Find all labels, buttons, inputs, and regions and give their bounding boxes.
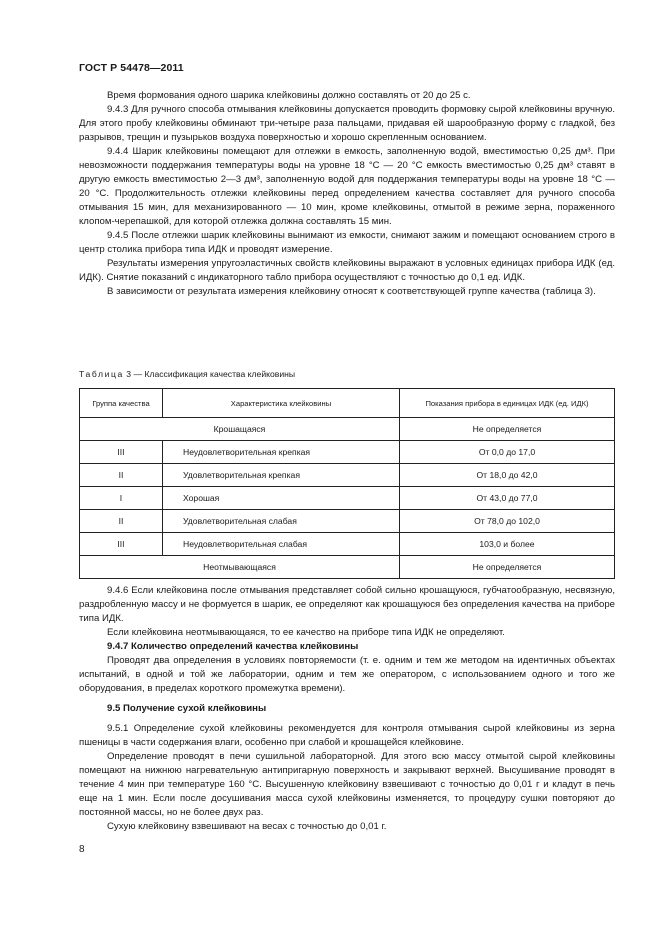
description-cell: Удовлетворительная крепкая (163, 464, 400, 487)
table-row (80, 464, 615, 487)
paragraph-9-4-4: 9.4.4 Шарик клейковины помещают для отлежки в емкость, заполненную водой, вместимостью 0,25 дм³. При невозможности поддержания температуры воды на уровне 18 °С — 20 °С емкость вместимостью 0,25 дм³ ставят в другую емкость вместимостью 2—3 дм³, заполненную водой для поддержания температуры воды на уровне 18 °С — 20 °С. Продолжительность отлежки клейковины перед определением качества составляет для ручного способа отмывания 15 мин, для механизированного — 10 мин, кроме клейковины, отмытой в режиме зерна, пораженного клопом-черепашкой, для которой отлежка должна составлять 15 мин. (79, 146, 615, 227)
paragraph: Определение проводят в печи сушильной лабораторной. Для этого всю массу отмытой сырой клейковины помещают на нижнюю нагревательную антипригарную поверхность и закрывают верхней. Высушивание проводят в течение 4 мин при температуре 160 °С. Высушенную клейковину взвешивают с точностью до 0,01 г и кладут в печь еще на 1 мин. Если после досушивания масса сухой клейковины изменяется, то процедуру сушки повторяют до постоянной массы, но не более двух раз. (79, 751, 615, 818)
value-cell: От 78,0 до 102,0 (400, 510, 615, 533)
table-caption-text: 3 — Классификация качества клейковины (126, 369, 296, 379)
paragraph-9-4-7: Проводят два определения в условиях повторяемости (т. е. одним и тем же методом на идентичных объектах испытаний, в одной и той же лаборатории, одним и тем же оператором, с использованием одного и того же оборудования, в пределах короткого промежутка времени). (79, 655, 615, 694)
paragraph: В зависимости от результата измерения клейковину относят к соответствующей группе качества (таблица 3). (107, 286, 596, 297)
table-row (80, 418, 615, 441)
table-row (80, 441, 615, 464)
paragraph-9-4-6: 9.4.6 Если клейковина после отмывания представляет собой сильно крошащуюся, губчатообразную, несвязную, раздробленную массу и не формуется в шарик, ее определяют как крошащуюся без определения качества на приборе типа ИДК. (79, 585, 615, 624)
table-caption (79, 369, 295, 379)
unwashable-label: Неотмывающаяся (80, 556, 400, 579)
value-cell: От 18,0 до 42,0 (400, 464, 615, 487)
paragraph-9-5-1: 9.5.1 Определение сухой клейковины рекомендуется для контроля отмывания сырой клейковины из зерна пшеницы в части содержания влаги, особенно при слабой и крошащейся клейковине. (79, 723, 615, 748)
description-cell: Удовлетворительная слабая (163, 510, 400, 533)
heading-9-5: 9.5 Получение сухой клейковины (107, 703, 267, 714)
section-9-4-6-to-9-5 (79, 584, 615, 834)
page-number: 8 (79, 844, 85, 855)
crumbling-label: Крошащаяся (80, 418, 400, 441)
table-row (80, 510, 615, 533)
paragraph: Результаты измерения упругоэластичных свойств клейковины выражают в условных единицах прибора ИДК (ед. ИДК). Снятие показаний с индикаторного табло прибора осуществляют с точностью до 0,1 ед. ИДК. (79, 258, 615, 283)
paragraph: Время формования одного шарика клейковины должно составлять от 20 до 25 с. (107, 90, 471, 101)
group-cell: II (80, 510, 163, 533)
table-caption-word: Таблица (79, 369, 124, 379)
crumbling-value: Не определяется (400, 418, 615, 441)
header-reading: Показания прибора в единицах ИДК (ед. ИДК) (400, 389, 615, 418)
quality-classification-table (79, 388, 615, 579)
header-group: Группа качества (80, 389, 163, 418)
table-row (80, 487, 615, 510)
description-cell: Хорошая (163, 487, 400, 510)
unwashable-value: Не определяется (400, 556, 615, 579)
section-9-4-3-to-9-4-5 (79, 89, 615, 299)
document-header: ГОСТ Р 54478—2011 (79, 62, 184, 74)
description-cell: Неудовлетворительная слабая (163, 533, 400, 556)
group-cell: II (80, 464, 163, 487)
table-row (80, 533, 615, 556)
value-cell: От 43,0 до 77,0 (400, 487, 615, 510)
group-cell: III (80, 441, 163, 464)
paragraph: Если клейковина неотмывающаяся, то ее качество на приборе типа ИДК не определяют. (107, 627, 505, 638)
value-cell: 103,0 и более (400, 533, 615, 556)
heading-9-4-7: 9.4.7 Количество определений качества клейковины (107, 641, 359, 652)
table-row (80, 556, 615, 579)
value-cell: От 0,0 до 17,0 (400, 441, 615, 464)
group-cell: III (80, 533, 163, 556)
table-header-row (80, 389, 615, 418)
group-cell: I (80, 487, 163, 510)
description-cell: Неудовлетворительная крепкая (163, 441, 400, 464)
paragraph-9-4-3: 9.4.3 Для ручного способа отмывания клейковины допускается проводить формовку сырой клейковины вручную. Для этого пробу клейковины обминают три-четыре раза пальцами, придавая ей шарообразную форму с гладкой, без разрывов, трещин и пузырьков воздуха поверхностью и хорошо скрепленным основанием. (79, 104, 615, 143)
paragraph-9-4-5: 9.4.5 После отлежки шарик клейковины вынимают из емкости, снимают зажим и помещают основанием строго в центр столика прибора типа ИДК и проводят измерение. (79, 230, 615, 255)
header-characteristic: Характеристика клейковины (163, 389, 400, 418)
paragraph: Сухую клейковину взвешивают на весах с точностью до 0,01 г. (107, 821, 387, 832)
